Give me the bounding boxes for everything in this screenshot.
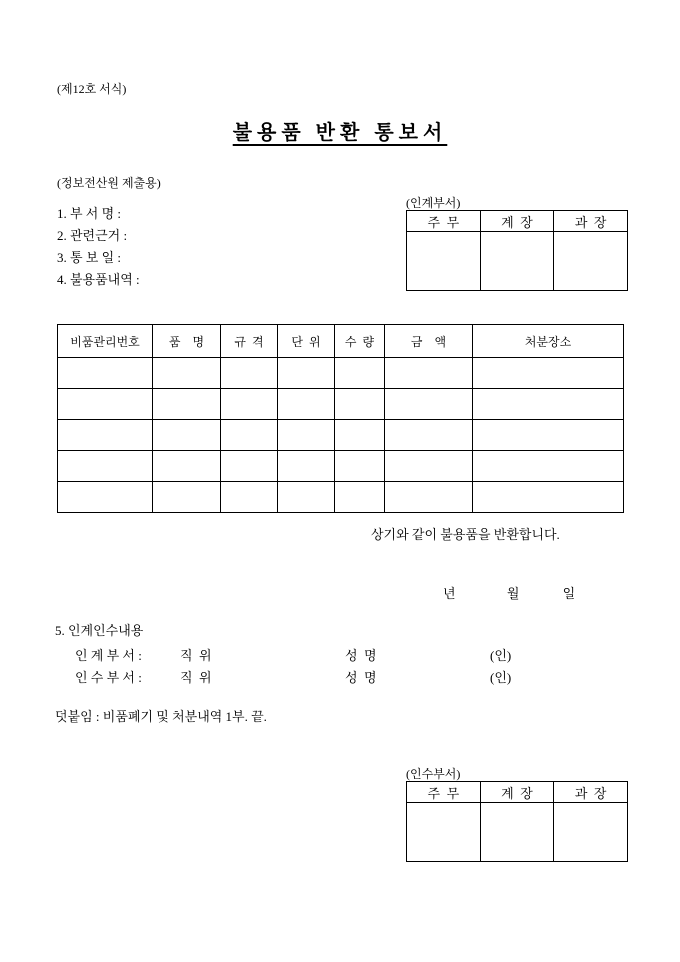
receiving-approval-sign-row — [407, 803, 628, 862]
items-header-quantity: 수 량 — [335, 325, 385, 358]
receiving-approval-header-gwajang: 과 장 — [554, 782, 628, 803]
items-empty-cell — [153, 420, 221, 451]
handover-giver-seal-label: (인) — [490, 648, 512, 663]
field-department: 1. 부 서 명 : — [57, 206, 122, 221]
handover-approval-header-gwajang: 과 장 — [554, 211, 628, 232]
handover-approval-sign-cell — [554, 232, 628, 291]
items-empty-cell — [58, 451, 153, 482]
handover-approval-header-gyejang: 계 장 — [480, 211, 554, 232]
form-number: (제12호 서식) — [57, 82, 127, 96]
handover-approval-label: (인계부서) — [406, 196, 461, 210]
handover-approval-sign-cell — [407, 232, 481, 291]
items-empty-cell — [153, 389, 221, 420]
receiving-approval-table — [406, 781, 628, 862]
items-empty-cell — [335, 482, 385, 513]
receiving-approval-sign-cell — [554, 803, 628, 862]
items-empty-cell — [385, 420, 473, 451]
items-header-asset-number: 비품관리번호 — [58, 325, 153, 358]
items-empty-cell — [221, 358, 278, 389]
items-empty-cell — [278, 358, 335, 389]
handover-approval-sign-cell — [480, 232, 554, 291]
handover-receiver-position-label: 직 위 — [180, 670, 212, 685]
items-empty-cell — [221, 389, 278, 420]
field-list — [57, 203, 140, 291]
items-empty-cell — [335, 389, 385, 420]
page-title-text: 불용품 반환 통보서 — [232, 122, 448, 144]
items-empty-row — [58, 389, 624, 420]
items-header-disposal-place: 처분장소 — [473, 325, 624, 358]
items-empty-cell — [58, 358, 153, 389]
handover-receiver-label: 인 수 부 서 : — [75, 670, 142, 685]
items-empty-cell — [385, 389, 473, 420]
items-header-row — [58, 325, 624, 358]
attachment-note: 덧붙임 : 비품폐기 및 처분내역 1부. 끝. — [55, 709, 267, 724]
date-month-label: 월 — [506, 586, 520, 601]
items-empty-cell — [473, 451, 624, 482]
items-empty-cell — [278, 482, 335, 513]
handover-approval-header-row — [407, 211, 628, 232]
receiving-approval-header-row — [407, 782, 628, 803]
handover-approval-sign-row — [407, 232, 628, 291]
items-empty-row — [58, 420, 624, 451]
items-empty-cell — [473, 358, 624, 389]
items-empty-row — [58, 358, 624, 389]
field-notice-date: 3. 통 보 일 : — [57, 250, 122, 265]
items-header-unit: 단 위 — [278, 325, 335, 358]
handover-receiver-seal-label: (인) — [490, 670, 512, 685]
items-empty-cell — [221, 420, 278, 451]
items-empty-row — [58, 482, 624, 513]
date-line — [443, 583, 575, 602]
items-empty-cell — [153, 482, 221, 513]
items-empty-cell — [221, 451, 278, 482]
handover-receiver-row — [0, 667, 680, 689]
receiving-approval-header-gyejang: 계 장 — [480, 782, 554, 803]
handover-giver-name-label: 성 명 — [345, 648, 377, 663]
handover-giver-row — [0, 645, 680, 667]
items-empty-cell — [58, 482, 153, 513]
items-empty-cell — [473, 389, 624, 420]
items-empty-cell — [385, 482, 473, 513]
handover-approval-table — [406, 210, 628, 291]
receiving-approval-sign-cell — [407, 803, 481, 862]
items-empty-cell — [385, 358, 473, 389]
items-empty-cell — [278, 451, 335, 482]
handover-section-title: 5. 인계인수내용 — [55, 623, 144, 638]
items-empty-cell — [473, 420, 624, 451]
field-reference: 2. 관련근거 : — [57, 228, 128, 243]
items-empty-cell — [153, 451, 221, 482]
items-empty-cell — [473, 482, 624, 513]
items-empty-cell — [278, 389, 335, 420]
items-empty-cell — [221, 482, 278, 513]
field-item-details: 4. 불용품내역 : — [57, 272, 140, 287]
items-table — [57, 324, 624, 513]
items-empty-cell — [58, 389, 153, 420]
items-header-spec: 규 격 — [221, 325, 278, 358]
items-empty-row — [58, 451, 624, 482]
items-empty-cell — [153, 358, 221, 389]
date-year-label: 년 — [443, 586, 456, 601]
handover-giver-position-label: 직 위 — [180, 648, 212, 663]
items-empty-cell — [58, 420, 153, 451]
handover-approval-header-jumu: 주 무 — [407, 211, 481, 232]
items-empty-cell — [335, 451, 385, 482]
items-header-amount: 금 액 — [385, 325, 473, 358]
receiving-approval-label: (인수부서) — [406, 767, 461, 781]
handover-receiver-name-label: 성 명 — [345, 670, 377, 685]
items-empty-cell — [385, 451, 473, 482]
receiving-approval-header-jumu: 주 무 — [407, 782, 481, 803]
items-empty-cell — [335, 420, 385, 451]
items-empty-cell — [278, 420, 335, 451]
submission-note: (정보전산원 제출용) — [57, 176, 161, 190]
items-empty-cell — [335, 358, 385, 389]
receiving-approval-sign-cell — [480, 803, 554, 862]
date-day-label: 일 — [562, 586, 576, 601]
return-statement: 상기와 같이 불용품을 반환합니다. — [371, 527, 560, 542]
page-title — [0, 116, 680, 145]
handover-giver-label: 인 계 부 서 : — [75, 648, 142, 663]
items-header-item-name: 품 명 — [153, 325, 221, 358]
